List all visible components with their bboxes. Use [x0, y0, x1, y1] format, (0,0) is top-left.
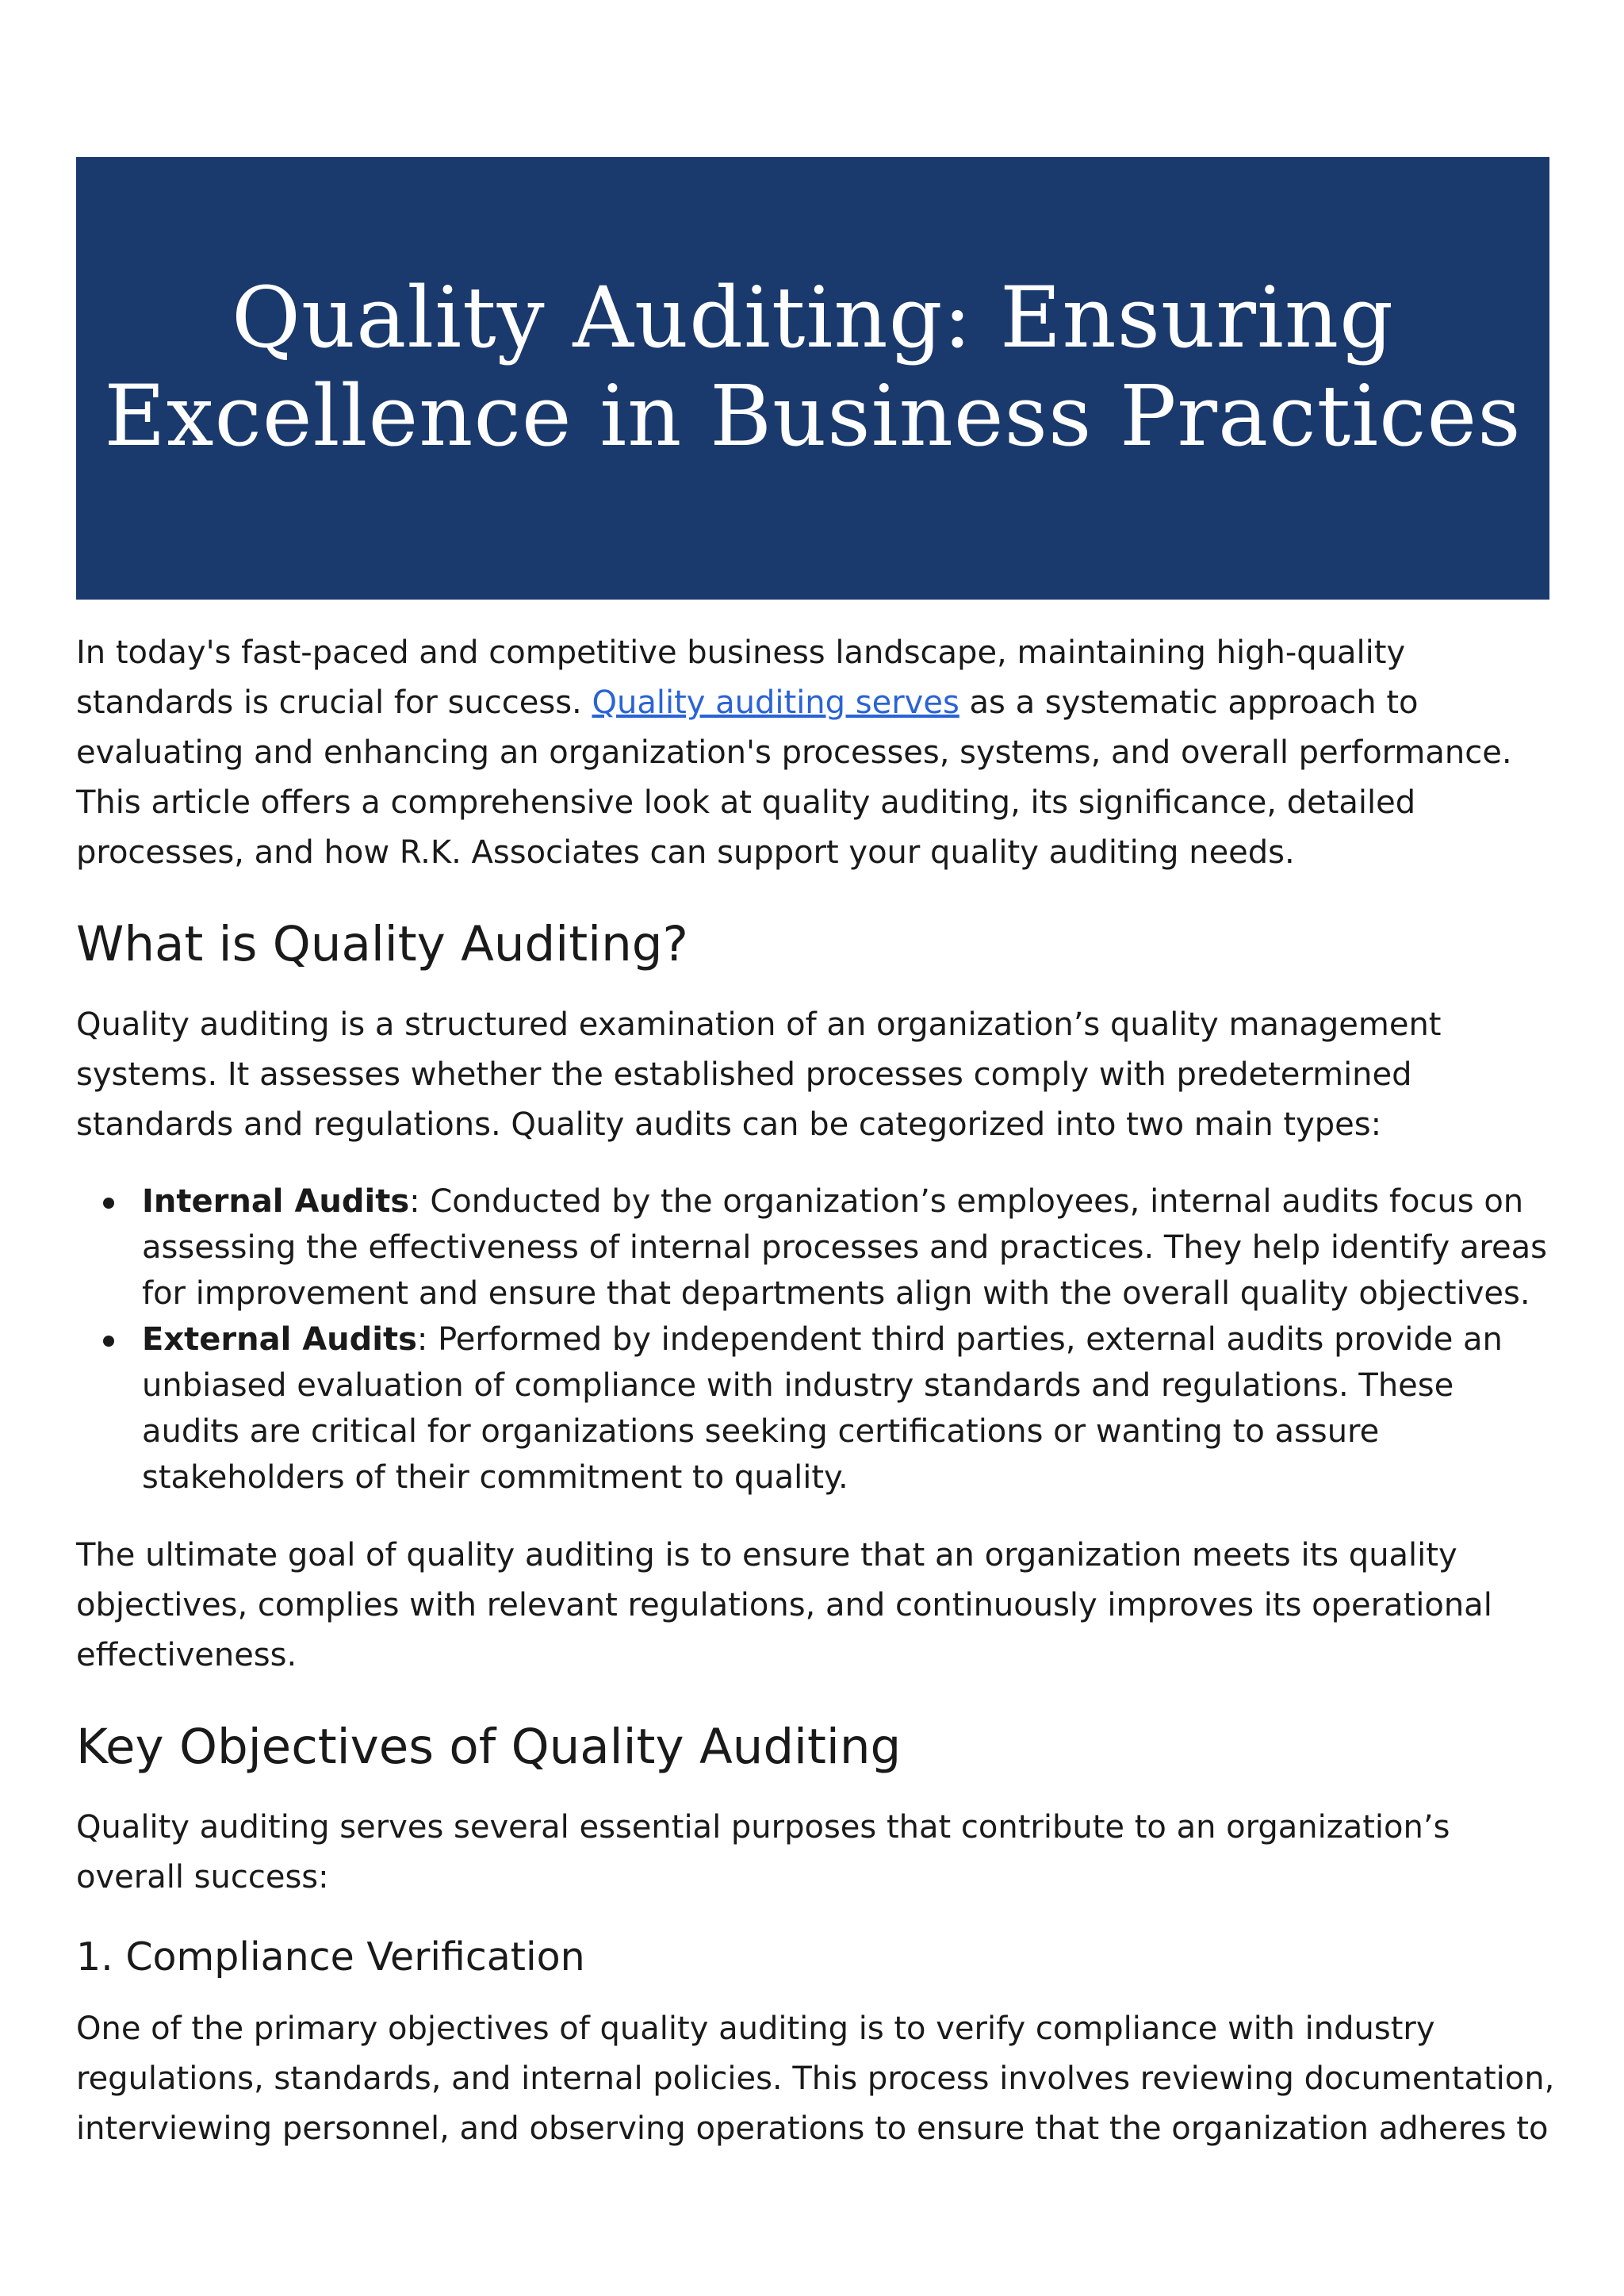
audit-types-list [76, 1179, 1559, 1501]
intro-text-after-link: as a systematic approach to evaluating and enhancing an organization's processes, systems, and overall performance. This article offers a comprehensive look at quality auditing, its significance, detailed processes, and how R.K. Associates can support your quality auditing needs. [76, 684, 1512, 871]
intro-text-before-link: In today's fast-paced and competitive business landscape, maintaining high-quality standards is crucial for success. [76, 634, 1406, 721]
bullet-dot [103, 1198, 114, 1209]
what-is-paragraph: Quality auditing is a structured examination of an organization’s quality management systems. It assesses whether the established processes comply with predetermined standards and regulations. Quality audits can be categorized into two main types: [76, 1006, 1442, 1143]
page-title-line-1: Quality Auditing: Ensuring [232, 269, 1394, 366]
section-heading-key-objectives: Key Objectives of Quality Auditing [76, 1719, 902, 1775]
key-objectives-paragraph: Quality auditing serves several essential purposes that contribute to an organization’s overall success: [76, 1809, 1450, 1895]
quality-auditing-link[interactable]: Quality auditing serves [592, 684, 959, 721]
compliance-paragraph: One of the primary objectives of quality auditing is to verify compliance with industry regulations, standards, and internal policies. This process involves reviewing documentation, interviewing personnel, and observing operations to ensure that the organization adheres to [76, 2010, 1555, 2147]
goal-paragraph: The ultimate goal of quality auditing is to ensure that an organization meets its quality objectives, complies with relevant regulations, and continuously improves its operational effectiveness. [76, 1537, 1492, 1673]
page-title-line-2: Excellence in Business Practices [104, 367, 1522, 465]
list-item-term: External Audits [142, 1321, 417, 1358]
article-body [76, 628, 1559, 2154]
intro-paragraph [76, 628, 1559, 878]
list-item-text: : Performed by independent third parties, external audits provide an unbiased evaluation of compliance with industry standards and regulations. These audits are critical for organizations seeking certifications or wanting to assure stakeholders of their commitment to quality. [142, 1321, 1503, 1496]
bullet-dot [103, 1336, 114, 1347]
title-banner [76, 157, 1549, 600]
list-item-external-audits [76, 1317, 1559, 1501]
list-item-internal-audits [76, 1179, 1559, 1317]
page-title [104, 269, 1521, 466]
section-heading-what-is: What is Quality Auditing? [76, 916, 688, 972]
list-item-text: : Conducted by the organization’s employees, internal audits focus on assessing the effectiveness of internal processes and practices. They help identify areas for improvement and ensure that departments align with the overall quality objectives. [142, 1183, 1547, 1312]
subheading-compliance-verification: 1. Compliance Verification [76, 1934, 585, 1980]
list-item-term: Internal Audits [142, 1183, 410, 1220]
